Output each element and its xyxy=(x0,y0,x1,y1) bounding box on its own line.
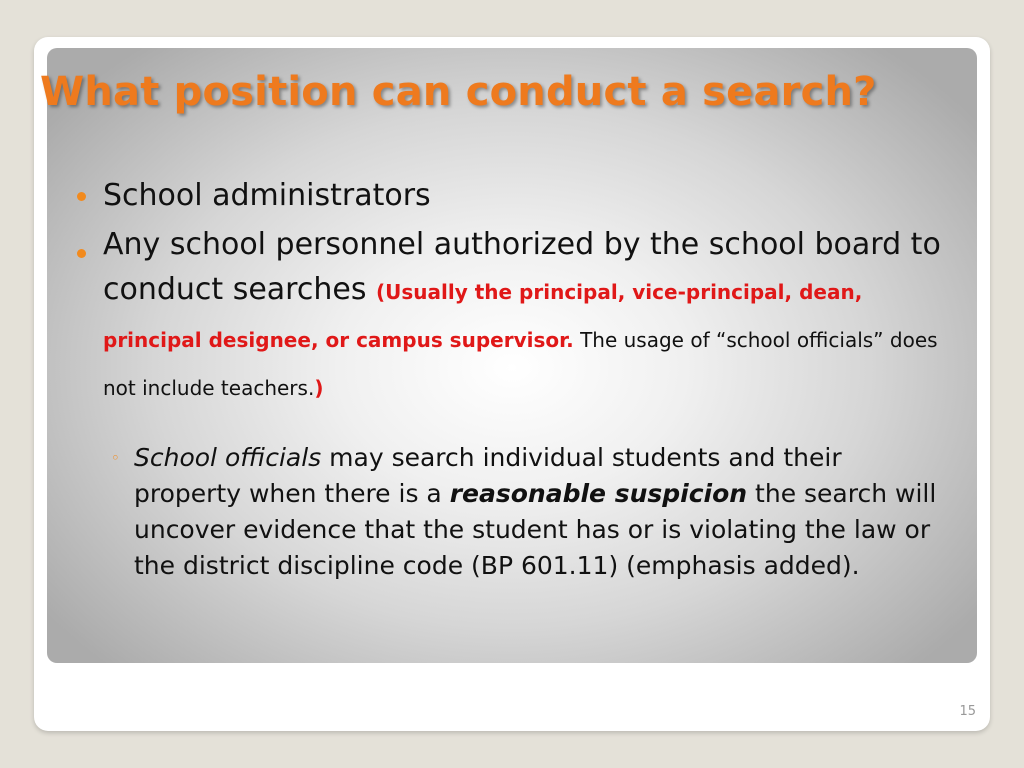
emphasis-close: ) xyxy=(314,376,324,400)
sub-bullet-text-end: the search will uncover evidence that the student has or is violating the law or the district discipline code (BP 601.11) (emphasis added). xyxy=(134,479,937,580)
sub-bullet-text: may search individual students and their property when there is a xyxy=(134,443,842,508)
slide-content xyxy=(70,172,950,584)
emphasis-text: (Usually the principal, vice-principal, dean, principal designee, or campus supervisor. xyxy=(103,280,863,352)
page-number: 15 xyxy=(959,704,976,719)
slide-title: What position can conduct a search? xyxy=(40,69,877,115)
bullet-dot-icon xyxy=(77,192,86,201)
bold-italic-term: reasonable suspicion xyxy=(449,479,748,508)
bullet-body xyxy=(103,222,950,411)
italic-term: School officials xyxy=(134,443,322,472)
sub-bullet-school-officials xyxy=(70,440,954,584)
note-text: The usage of “school officials” does not include teachers. xyxy=(103,328,938,400)
bullet-text: Any school personnel authorized by the school board to conduct searches xyxy=(103,227,941,307)
bullet-dot-icon xyxy=(77,249,86,258)
bullet-school-administrators xyxy=(70,172,950,220)
bullet-text: School administrators xyxy=(103,178,431,213)
ring-bullet-icon: ◦ xyxy=(111,449,120,467)
bullet-school-personnel xyxy=(70,222,950,411)
